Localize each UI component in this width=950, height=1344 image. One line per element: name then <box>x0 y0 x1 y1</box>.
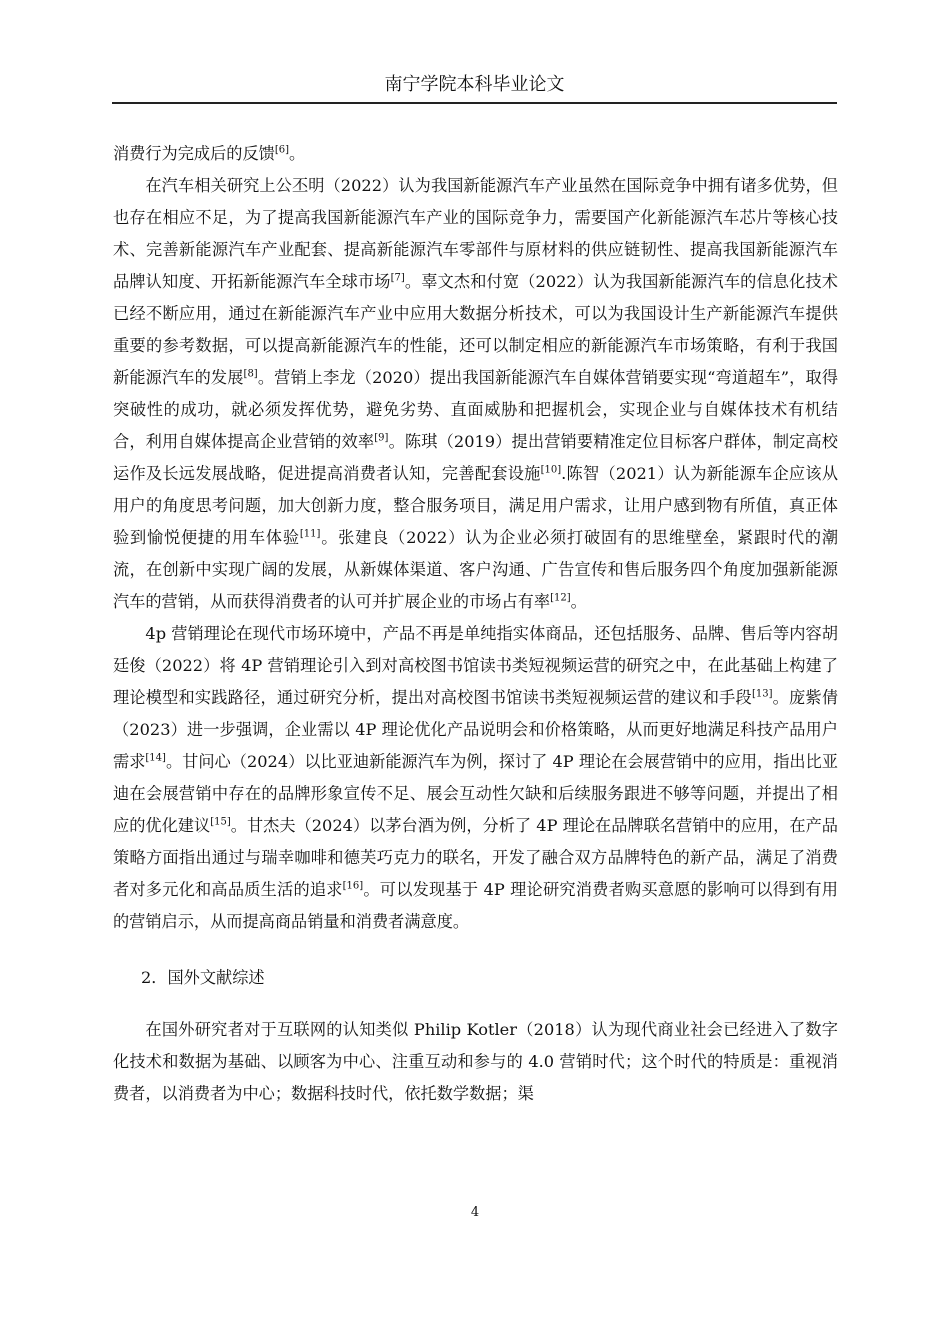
paragraph-1: 消费行为完成后的反馈[6]。 <box>113 144 306 163</box>
citation: [6] <box>274 144 290 156</box>
section-heading: 2．国外文献综述 <box>141 968 265 987</box>
citation: [9] <box>374 432 389 444</box>
paragraph-3: 4p 营销理论在现代市场环境中，产品不再是单纯指实体商品，还包括服务、品牌、售后等内容胡廷俊（2022）将 4P 营销理论引入到对高校图书馆读书类短视频运营的研究之中，在此基础上构建了理论模型和实践路径，通过研究分析，提出对高校图书馆读书类短视频运营的建议和手段[13]。庞紫倩（2023）进一步强调，企业需以 4P 理论优化产品说明会和价格策略，从而更好地满足科技产品用户需求[14]。甘问心（2024）以比亚迪新能源汽车为例，探讨了 4P 理论在会展营销中的应用，指出比亚迪在会展营销中存在的品牌形象宣传不足、展会互动性欠缺和后续服务跟进不够等问题，并提出了相应的优化建议[15]。甘杰夫（2024）以茅台酒为例，分析了 4P 理论在品牌联名营销中的应用，在产品策略方面指出通过与瑞幸咖啡和德芙巧克力的联名，开发了融合双方品牌特色的新产品，满足了消费者对多元化和高品质生活的追求[16]。可以发现基于 4P 理论研究消费者购买意愿的影响可以得到有用的营销启示，从而提高商品销量和消费者满意度。 <box>113 624 839 931</box>
paragraph-2: 在汽车相关研究上公丕明（2022）认为我国新能源汽车产业虽然在国际竞争中拥有诸多优势，但也存在相应不足，为了提高我国新能源汽车产业的国际竞争力，需要国产化新能源汽车芯片等核心技术、完善新能源汽车产业配套、提高新能源汽车零部件与原材料的供应链韧性、提高我国新能源汽车品牌认知度、开拓新能源汽车全球市场[7]。辜文杰和付宽（2022）认为我国新能源汽车的信息化技术已经不断应用，通过在新能源汽车产业中应用大数据分析技术，可以为我国设计生产新能源汽车提供重要的参考数据，可以提高新能源汽车的性能，还可以制定相应的新能源汽车市场策略，有利于我国新能源汽车的发展[8]。营销上李龙（2020）提出我国新能源汽车自媒体营销要实现“弯道超车”，取得突破性的成功，就必须发挥优势，避免劣势、直面威胁和把握机会，实现企业与自媒体技术有机结合，利用自媒体提高企业营销的效率[9]。陈琪（2019）提出营销要精准定位目标客户群体，制定高校运作及长远发展战略，促进提高消费者认知，完善配套设施[10].陈智（2021）认为新能源车企应该从用户的角度思考问题，加大创新力度，整合服务项目，满足用户需求，让用户感到物有所值，真正体验到愉悦便捷的用车体验[11]。张建良（2022）认为企业必须打破固有的思维壁垒，紧跟时代的潮流，在创新中实现广阔的发展，从新媒体渠道、客户沟通、广告宣传和售后服务四个角度加强新能源汽车的营销，从而获得消费者的认可并扩展企业的市场占有率[12]。 <box>113 176 839 611</box>
page-header: 南宁学院本科毕业论文 <box>384 74 565 95</box>
paragraph-foreign: 在国外研究者对于互联网的认知类似 Philip Kotler（2018）认为现代商业社会已经进入了数字化技术和数据为基础、以顾客为中心、注重互动和参与的 4.0 营销时代；这个时代的特质是：重视消费者，以消费者为中心；数据科技时代，依托数学数据；渠 <box>113 1020 838 1103</box>
citation: [13] <box>751 688 773 700</box>
page-number: 4 <box>470 1205 480 1220</box>
citation: [14] <box>145 752 166 764</box>
citation: [11] <box>299 528 321 540</box>
citation: [15] <box>210 816 231 828</box>
citation: [16] <box>342 880 364 892</box>
citation: [7] <box>390 272 405 284</box>
citation: [10] <box>540 464 562 476</box>
body-text <box>113 138 838 1110</box>
citation: [8] <box>243 368 258 380</box>
header-rule <box>112 102 837 104</box>
citation: [12] <box>550 592 571 604</box>
